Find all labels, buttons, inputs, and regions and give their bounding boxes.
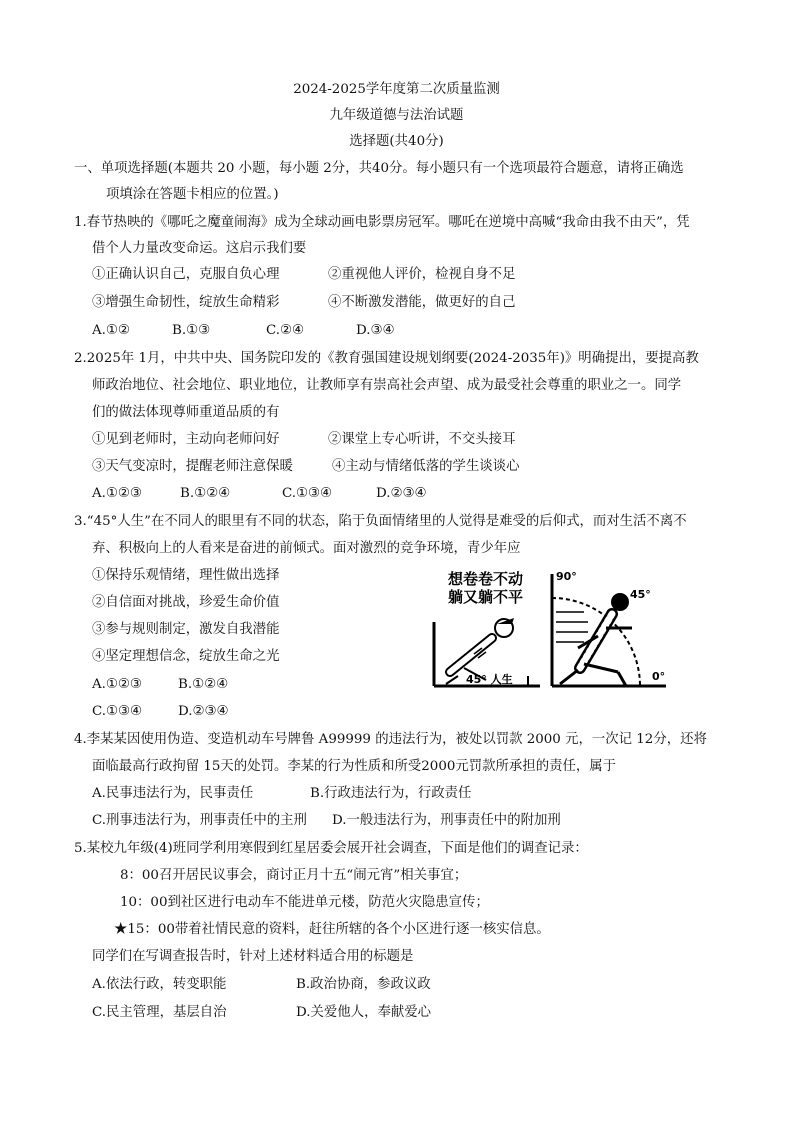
q2-option-c: C.①③④ [282,486,333,501]
q1-option-b: B.①③ [172,323,211,338]
q5-option-d: D.关爱他人，奉献爱心 [296,1005,432,1020]
q2-statement-4: ④主动与情绪低落的学生谈谈心 [332,459,520,474]
figure-label-90: 90° [556,570,577,583]
q5-question: 同学们在写调查报告时，针对上述材料适合用的标题是 [92,949,414,964]
q2-option-b: B.①②④ [180,486,231,501]
q2-statement-1: ①见到老师时，主动向老师问好 [92,432,280,447]
q2-option-a: A.①②③ [92,486,142,501]
q1-option-a: A.①② [92,323,130,338]
q3-stem-cont: 弃、积极向上的人看来是奋进的前倾式。面对激烈的竞争环境，青少年应 [92,541,521,556]
q2-statement-3: ③天气变凉时，提醒老师注意保暖 [92,459,293,474]
q5-stem: 5.某校九年级(4)班同学利用寒假到红星居委会展开社会调查，下面是他们的调查记录： [74,841,588,856]
q2-option-d: D.②③④ [376,486,427,501]
q5-record-2: 10：00到社区进行电动车不能进单元楼，防范火灾隐患宣传； [120,895,489,910]
q1-stem: 1.春节热映的《哪吒之魔童闹海》成为全球动画电影票房冠军。哪吒在逆境中高喊“我命由我不由天”，凭 [74,215,690,230]
q5-record-3: ★15：00带着社情民意的资料，赶往所辖的各个小区进行逐一核实信息。 [114,922,550,937]
q2-stem-cont2: 们的做法体现尊师重道品质的有 [92,405,280,420]
q2-stem-cont: 师政治地位、社会地位、职业地位，让教师享有崇高社会声望、成为最受社会尊重的职业之一。同学 [92,378,682,393]
q2-statement-2: ②课堂上专心听讲，不交头接耳 [328,432,516,447]
q3-statement-2: ②自信面对挑战，珍爱生命价值 [92,595,280,610]
exam-title: 2024-2025学年度第二次质量监测 [293,82,500,97]
figure-label-0: 0° [652,670,666,683]
q4-option-a: A.民事违法行为，民事责任 [92,786,254,801]
q3-option-b: B.①②④ [178,677,229,692]
q4-option-b: B.行政违法行为，行政责任 [310,786,472,801]
q2-stem: 2.2025年 1月，中共中央、国务院印发的《教育强国建设规划纲要(2024-2035年)》明确提出，要提高教 [74,351,699,366]
figure-caption-2: 躺又躺不平 [448,588,524,606]
figure-caption-1: 想卷卷不动 [448,570,524,588]
q5-record-1: 8：00召开居民议事会，商讨正月十五“闹元宵”相关事宜； [120,868,468,883]
q3-option-a: A.①②③ [92,677,142,692]
q3-option-c: C.①③④ [92,704,143,719]
figure-right-panel [552,570,666,686]
q3-figure [428,568,684,692]
q1-option-d: D.③④ [356,323,395,338]
q5-option-a: A.依法行政，转变职能 [92,977,227,992]
section-instructions: 一、单项选择题(本题共 20 小题，每小题 2分，共40分。每小题只有一个选项最符合题意，请将正确选 [74,161,684,176]
q1-stem-cont: 借个人力量改变命运。这启示我们要 [92,241,307,256]
q1-statement-4: ④不断激发潜能，做更好的自己 [328,295,516,310]
section-instructions-cont: 项填涂在答题卡相应的位置。) [106,187,279,202]
leaning-runner-icon [560,593,632,686]
q3-statement-4: ④坚定理想信念，绽放生命之光 [92,649,280,664]
q4-stem-cont: 面临最高行政拘留 15天的处罚。李某的行为性质和所受2000元罚款所承担的责任，属于 [92,759,617,774]
q1-statement-3: ③增强生命韧性，绽放生命精彩 [92,295,280,310]
q1-option-c: C.②④ [266,323,305,338]
figure-left-panel [434,570,540,686]
figure-label-45-life: 45° 人生 [466,673,513,686]
section-heading: 选择题(共40分) [349,134,444,149]
q1-statement-1: ①正确认识自己，克服自负心理 [92,267,280,282]
q1-statement-2: ②重视他人评价，检视自身不足 [328,267,516,282]
q5-option-c: C.民主管理，基层自治 [92,1005,227,1020]
q4-option-c: C.刑事违法行为，刑事责任中的主刑 [92,813,307,828]
q3-statement-1: ①保持乐观情绪，理性做出选择 [92,568,280,583]
exam-subject: 九年级道德与法治试题 [329,108,464,123]
q3-statement-3: ③参与规则制定，激发自我潜能 [92,622,280,637]
q5-option-b: B.政治协商，参政议政 [296,977,431,992]
figure-label-45: 45° [630,588,651,601]
q4-stem: 4.李某某因使用伪造、变造机动车号牌鲁 A99999 的违法行为，被处以罚款 2000 元，一次记 12分，还将 [74,732,707,747]
q3-option-d: D.②③④ [178,704,229,719]
q3-stem: 3.“45°人生”在不同人的眼里有不同的状态，陷于负面情绪里的人觉得是难受的后仰式，而对生活不离不 [74,514,687,529]
q4-option-d: D.一般违法行为，刑事责任中的附加刑 [332,813,561,828]
